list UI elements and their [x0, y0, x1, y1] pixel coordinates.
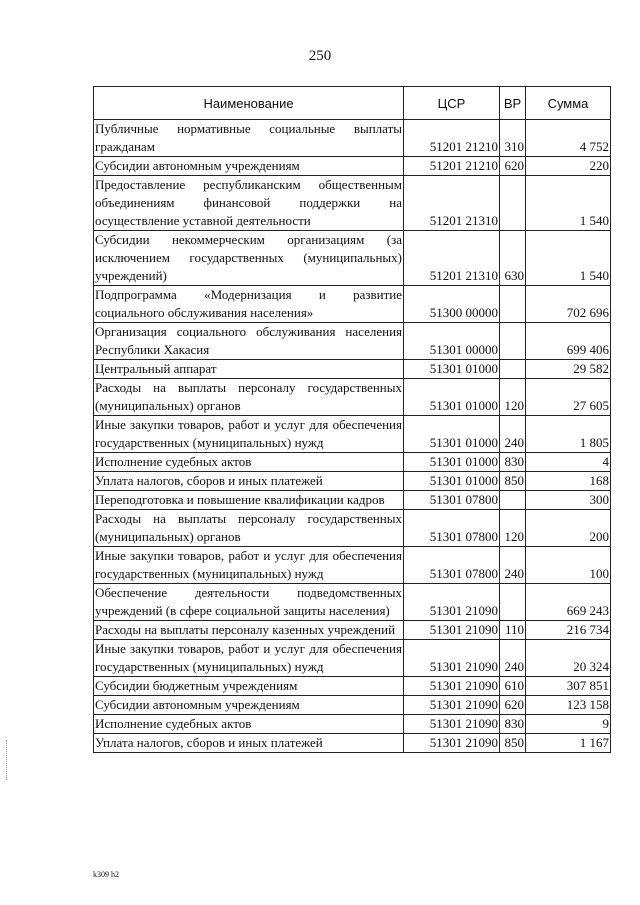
- row-csr: 51301 01000: [404, 416, 500, 453]
- row-name: Подпрограмма «Модернизация и развитие социального обслуживания населения»: [94, 286, 404, 323]
- header-sum: Сумма: [526, 87, 611, 120]
- row-csr: 51301 21090: [404, 696, 500, 715]
- scan-edge-mark: [6, 740, 8, 780]
- header-name: Наименование: [94, 87, 404, 120]
- row-vr: 240: [500, 416, 526, 453]
- row-name: Исполнение судебных актов: [94, 715, 404, 734]
- table-header-row: [94, 87, 611, 120]
- table-row: [94, 323, 611, 360]
- row-sum: 29 582: [526, 360, 611, 379]
- table-row: [94, 157, 611, 176]
- row-sum: 1 167: [526, 734, 611, 753]
- row-vr: 620: [500, 157, 526, 176]
- row-csr: 51201 21310: [404, 176, 500, 231]
- row-vr: 850: [500, 472, 526, 491]
- row-csr: 51201 21210: [404, 120, 500, 157]
- row-name: Центральный аппарат: [94, 360, 404, 379]
- row-vr: 120: [500, 510, 526, 547]
- row-name: Субсидии некоммерческим организациям (за исключением государственных (муниципальных) учреждений): [94, 231, 404, 286]
- budget-table-container: [93, 86, 610, 753]
- table-row: [94, 696, 611, 715]
- table-row: [94, 715, 611, 734]
- row-csr: 51301 07800: [404, 547, 500, 584]
- row-vr: 240: [500, 640, 526, 677]
- row-sum: 4: [526, 453, 611, 472]
- row-sum: 123 158: [526, 696, 611, 715]
- row-csr: 51301 01000: [404, 453, 500, 472]
- row-name: Субсидии автономным учреждениям: [94, 696, 404, 715]
- row-csr: 51301 21090: [404, 734, 500, 753]
- table-row: [94, 286, 611, 323]
- table-row: [94, 510, 611, 547]
- row-name: Субсидии бюджетным учреждениям: [94, 677, 404, 696]
- table-row: [94, 734, 611, 753]
- row-sum: 27 605: [526, 379, 611, 416]
- row-vr: [500, 360, 526, 379]
- row-vr: 240: [500, 547, 526, 584]
- row-vr: [500, 286, 526, 323]
- table-row: [94, 584, 611, 621]
- table-row: [94, 120, 611, 157]
- table-row: [94, 677, 611, 696]
- row-name: Иные закупки товаров, работ и услуг для обеспечения государственных (муниципальных) нужд: [94, 416, 404, 453]
- row-sum: 20 324: [526, 640, 611, 677]
- row-csr: 51301 21090: [404, 715, 500, 734]
- row-sum: 216 734: [526, 621, 611, 640]
- row-name: Иные закупки товаров, работ и услуг для обеспечения государственных (муниципальных) нужд: [94, 640, 404, 677]
- row-sum: 220: [526, 157, 611, 176]
- row-csr: 51201 21310: [404, 231, 500, 286]
- row-vr: [500, 584, 526, 621]
- row-csr: 51301 21090: [404, 640, 500, 677]
- row-sum: 307 851: [526, 677, 611, 696]
- table-row: [94, 379, 611, 416]
- row-csr: 51201 21210: [404, 157, 500, 176]
- row-name: Предоставление республиканским общественным объединениям финансовой поддержки на осуществление уставной деятельности: [94, 176, 404, 231]
- row-vr: [500, 176, 526, 231]
- row-csr: 51301 00000: [404, 323, 500, 360]
- row-sum: 4 752: [526, 120, 611, 157]
- table-row: [94, 176, 611, 231]
- row-vr: 830: [500, 453, 526, 472]
- row-sum: 168: [526, 472, 611, 491]
- header-vr: ВР: [500, 87, 526, 120]
- table-row: [94, 621, 611, 640]
- budget-table: [93, 86, 611, 753]
- row-csr: 51301 01000: [404, 379, 500, 416]
- row-sum: 300: [526, 491, 611, 510]
- row-vr: 850: [500, 734, 526, 753]
- row-sum: 1 540: [526, 176, 611, 231]
- table-row: [94, 453, 611, 472]
- row-sum: 9: [526, 715, 611, 734]
- row-name: Расходы на выплаты персоналу государственных (муниципальных) органов: [94, 510, 404, 547]
- row-name: Субсидии автономным учреждениям: [94, 157, 404, 176]
- row-csr: 51301 21090: [404, 584, 500, 621]
- table-row: [94, 547, 611, 584]
- row-vr: 620: [500, 696, 526, 715]
- row-name: Организация социального обслуживания населения Республики Хакасия: [94, 323, 404, 360]
- row-vr: [500, 491, 526, 510]
- row-name: Уплата налогов, сборов и иных платежей: [94, 472, 404, 491]
- row-vr: 830: [500, 715, 526, 734]
- row-sum: 100: [526, 547, 611, 584]
- table-row: [94, 472, 611, 491]
- row-name: Расходы на выплаты персоналу государственных (муниципальных) органов: [94, 379, 404, 416]
- table-row: [94, 491, 611, 510]
- row-csr: 51301 01000: [404, 472, 500, 491]
- table-row: [94, 360, 611, 379]
- table-row: [94, 416, 611, 453]
- row-name: Переподготовка и повышение квалификации кадров: [94, 491, 404, 510]
- row-csr: 51301 07800: [404, 491, 500, 510]
- row-vr: 120: [500, 379, 526, 416]
- row-sum: 1 805: [526, 416, 611, 453]
- page-number: 250: [308, 48, 332, 64]
- table-row: [94, 640, 611, 677]
- row-vr: [500, 323, 526, 360]
- table-row: [94, 231, 611, 286]
- row-vr: 310: [500, 120, 526, 157]
- row-csr: 51301 21090: [404, 677, 500, 696]
- table-body: [94, 120, 611, 753]
- row-vr: 610: [500, 677, 526, 696]
- row-sum: 702 696: [526, 286, 611, 323]
- row-csr: 51300 00000: [404, 286, 500, 323]
- row-sum: 200: [526, 510, 611, 547]
- row-csr: 51301 01000: [404, 360, 500, 379]
- row-sum: 669 243: [526, 584, 611, 621]
- row-csr: 51301 07800: [404, 510, 500, 547]
- row-name: Обеспечение деятельности подведомственных учреждений (в сфере социальной защиты населения): [94, 584, 404, 621]
- row-name: Публичные нормативные социальные выплаты гражданам: [94, 120, 404, 157]
- row-name: Иные закупки товаров, работ и услуг для обеспечения государственных (муниципальных) нужд: [94, 547, 404, 584]
- row-vr: 630: [500, 231, 526, 286]
- header-csr: ЦСР: [404, 87, 500, 120]
- row-name: Исполнение судебных актов: [94, 453, 404, 472]
- row-sum: 1 540: [526, 231, 611, 286]
- row-sum: 699 406: [526, 323, 611, 360]
- row-name: Уплата налогов, сборов и иных платежей: [94, 734, 404, 753]
- footer-code: k309 h2: [93, 870, 119, 879]
- row-vr: 110: [500, 621, 526, 640]
- row-csr: 51301 21090: [404, 621, 500, 640]
- row-name: Расходы на выплаты персоналу казенных учреждений: [94, 621, 404, 640]
